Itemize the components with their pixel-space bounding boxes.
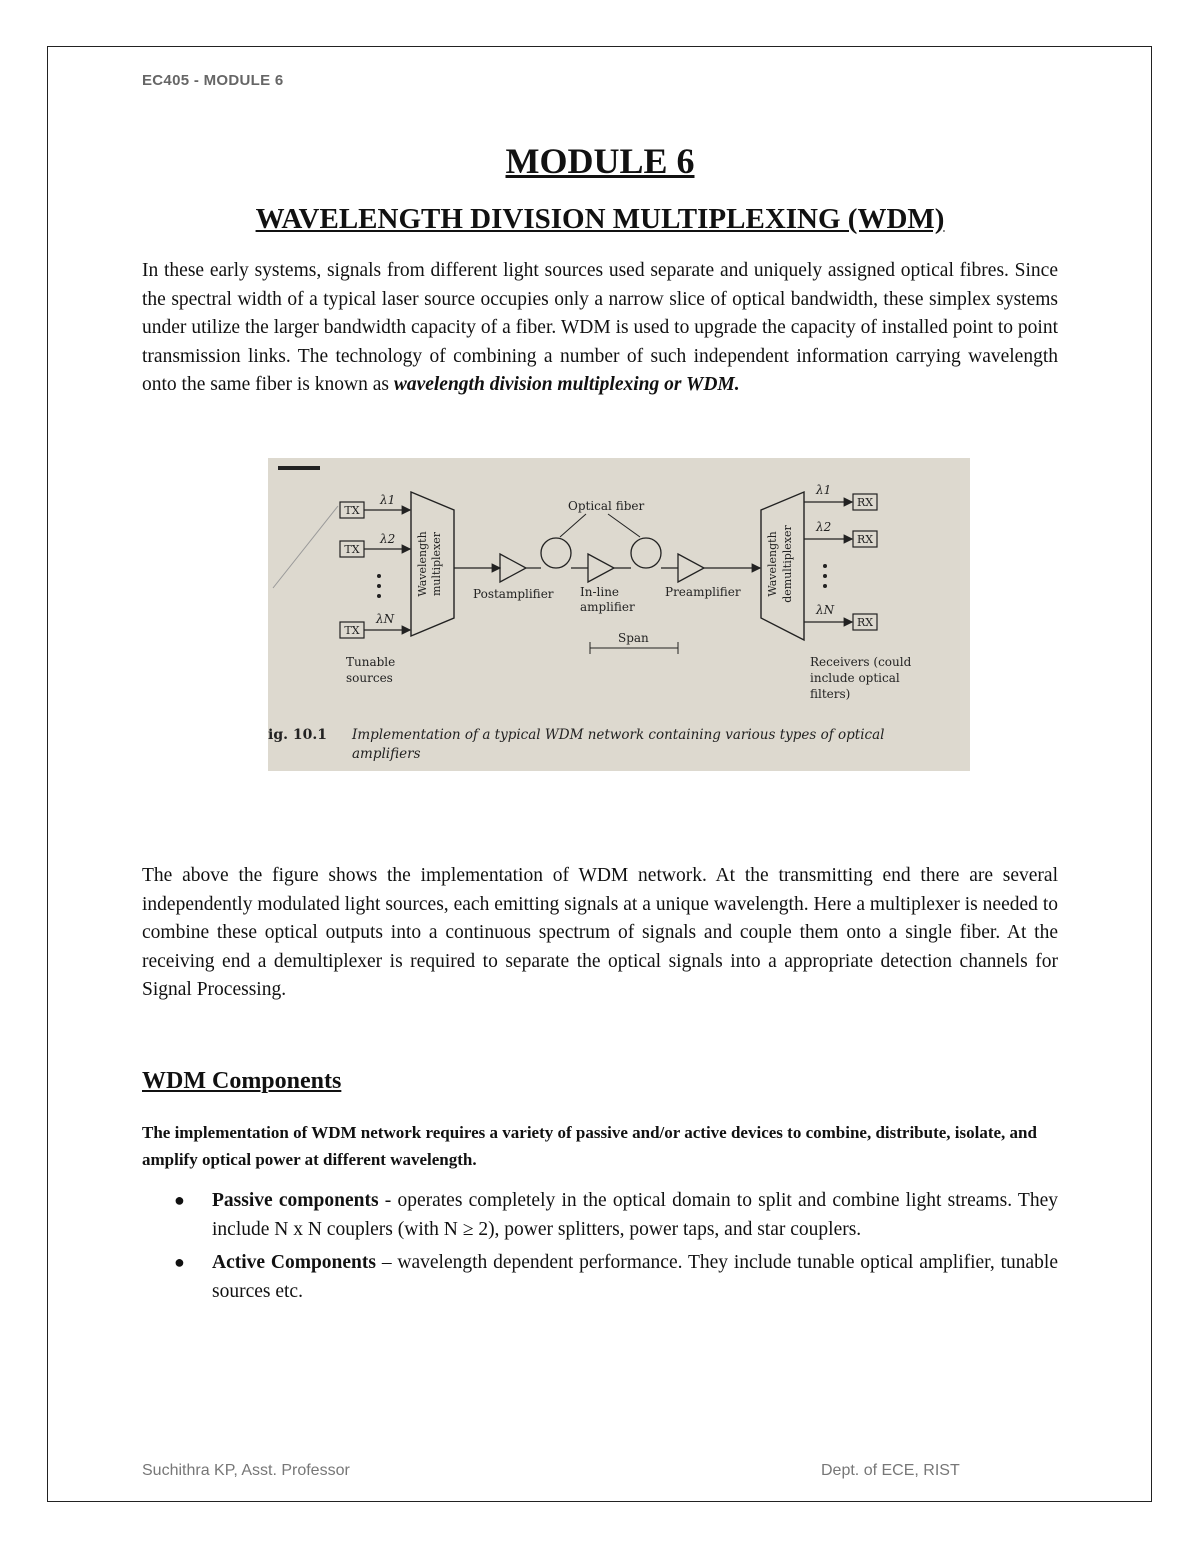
intro-paragraph <box>142 257 1058 400</box>
svg-text:TX: TX <box>344 624 360 637</box>
postamplifier-triangle <box>500 554 526 582</box>
page-subtitle: WAVELENGTH DIVISION MULTIPLEXING (WDM) <box>255 203 945 235</box>
receivers-label-1: Receivers (could <box>810 655 912 669</box>
optical-fiber-label: Optical fiber <box>568 499 645 513</box>
explanation-paragraph: The above the figure shows the implementation of WDM network. At the transmitting end there are several independently modulated light sources, each emitting signals at a unique wavelength. Here a multiplexer is needed to combine these optical outputs into a continuous spectrum of signals and couple them onto a single fiber. At the receiving end a demultiplexer is required to separate the optical signals into a appropriate detection channels for Signal Processing. <box>142 865 1058 1000</box>
bullet-icon: ● <box>174 1252 185 1272</box>
svg-text:TX: TX <box>344 543 360 556</box>
figure-caption-line-1: Implementation of a typical WDM network containing various types of optical <box>352 727 885 743</box>
inline-label-1: In-line <box>580 585 620 599</box>
svg-text:RX: RX <box>856 616 874 629</box>
footer-department: Dept. of ECE, RIST <box>821 1462 960 1479</box>
lambda-1-rx: λ1 <box>816 483 832 497</box>
page-title: MODULE 6 <box>505 141 695 181</box>
lambda-1-tx: λ1 <box>380 493 396 507</box>
receivers-label-2: include optical <box>810 671 900 685</box>
postamplifier-label: Postamplifier <box>473 587 554 601</box>
list-item <box>142 1186 1058 1244</box>
figure-number: ig. 10.1 <box>268 727 327 743</box>
mux-label-2: multiplexer <box>430 531 443 597</box>
lambda-n-tx: λN <box>376 612 395 626</box>
preamplifier-label: Preamplifier <box>665 585 741 599</box>
wdm-diagram <box>268 458 970 771</box>
list-item-text: – wavelength dependent performance. They include tunable optical amplifier, tunable sources etc. <box>212 1252 1058 1302</box>
rx-1 <box>853 494 877 510</box>
wdm-figure <box>268 458 970 771</box>
rx-n <box>853 614 877 630</box>
tunable-label-1: Tunable <box>346 655 396 669</box>
intro-emphasis: wavelength division multiplexing or WDM. <box>393 374 740 395</box>
lambda-2-rx: λ2 <box>816 520 832 534</box>
components-intro: The implementation of WDM network requires a variety of passive and/or active devices to combine, distribute, isolate, and amplify optical power at different wavelength. <box>142 1123 1037 1169</box>
components-list <box>142 1186 1058 1310</box>
svg-text:RX: RX <box>856 533 874 546</box>
footer-author: Suchithra KP, Asst. Professor <box>142 1462 350 1479</box>
rx-2 <box>853 531 877 547</box>
fiber-coil-1 <box>541 538 571 568</box>
tx-2 <box>340 541 364 557</box>
scan-line <box>273 506 338 588</box>
preamplifier-triangle <box>678 554 704 582</box>
running-head: EC405 - MODULE 6 <box>142 72 284 89</box>
section-heading: WDM Components <box>142 1068 342 1094</box>
demux-label-1: Wavelength <box>766 531 779 597</box>
mux-label-1: Wavelength <box>416 531 429 597</box>
receivers-label-3: filters) <box>810 687 851 701</box>
tunable-label-2: sources <box>346 671 393 685</box>
inline-amplifier-triangle <box>588 554 614 582</box>
fiber-coil-2 <box>631 538 661 568</box>
span-label: Span <box>618 631 649 645</box>
corner-mark <box>278 466 320 470</box>
tx-1 <box>340 502 364 518</box>
list-item-term: Active Components <box>212 1252 376 1273</box>
demux-label-2: demultiplexer <box>781 525 794 603</box>
intro-text: In these early systems, signals from different light sources used separate and uniquely assigned optical fibres. Since the spectral width of a typical laser source occupies only a narrow slice of optical bandwidth, these simplex systems under utilize the larger bandwidth capacity of a fiber. WDM is used to upgrade the capacity of installed point to point transmission links. The technology of combining a number of such independent information carrying wavelength onto the same fiber is known as <box>142 260 1058 395</box>
list-item-term: Passive components <box>212 1190 379 1211</box>
inline-label-2: amplifier <box>580 600 635 614</box>
bullet-icon: ● <box>174 1190 185 1210</box>
list-item-text: - operates completely in the optical domain to split and combine light streams. They include N x N couplers (with N ≥ 2), power splitters, power taps, and star couplers. <box>212 1190 1058 1240</box>
list-item <box>142 1248 1058 1306</box>
svg-text:TX: TX <box>344 504 360 517</box>
lambda-n-rx: λN <box>816 603 835 617</box>
tx-n <box>340 622 364 638</box>
svg-text:RX: RX <box>856 496 874 509</box>
figure-caption-line-2: amplifiers <box>352 746 421 762</box>
lambda-2-tx: λ2 <box>380 532 396 546</box>
